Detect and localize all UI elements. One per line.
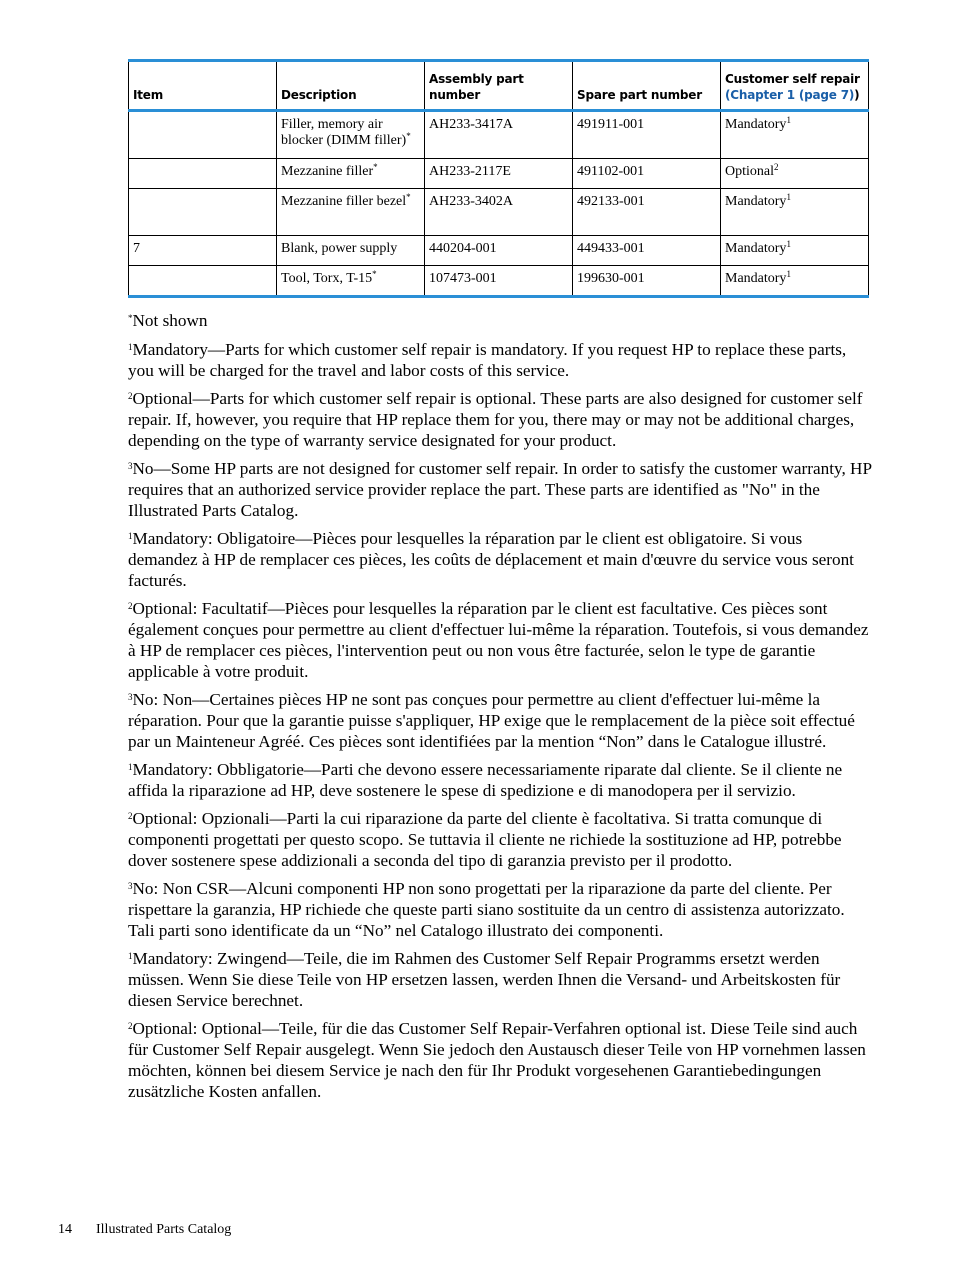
footnote-marker: 1 xyxy=(786,192,791,202)
footnote-marker: 2 xyxy=(774,162,779,172)
footnote-marker: 1 xyxy=(786,239,791,249)
header-spare-part-number: Spare part number xyxy=(573,61,721,111)
footnote-text: Mandatory: Zwingend—Teile, die im Rahmen des Customer Self Repair Programms ersetzt werden müssen. Wenn Sie diese Teile von HP ersetzen lassen, werden Ihnen die Versand- und Arbeitskosten für diesen Service berechnet. xyxy=(128,949,841,1010)
csr-text: Optional xyxy=(725,164,774,179)
cell-csr xyxy=(721,159,869,189)
footnote-marker: 2 xyxy=(128,811,133,821)
footnote-text: Mandatory: Obligatoire—Pièces pour lesquelles la réparation par le client est obligatoire. Si vous demandez à HP de remplacer ces pièces, les coûts de déplacement et main d'œuvre du service vous seront facturés. xyxy=(128,529,854,590)
description-text: Tool, Torx, T-15 xyxy=(281,271,373,286)
cell-assembly: 440204-001 xyxy=(425,236,573,266)
table-row xyxy=(129,111,869,159)
cell-csr xyxy=(721,189,869,236)
table-row xyxy=(129,159,869,189)
page-footer xyxy=(58,1222,231,1238)
cell-csr xyxy=(721,111,869,159)
csr-text: Mandatory xyxy=(725,117,787,132)
csr-text: Mandatory xyxy=(725,194,787,209)
footnote-marker: * xyxy=(406,131,411,141)
cell-item xyxy=(129,189,277,236)
cell-description xyxy=(277,189,425,236)
footnote-no-en xyxy=(128,458,873,521)
cell-item xyxy=(129,159,277,189)
footnote-text: Optional—Parts for which customer self repair is optional. These parts are also designed for customer self repair. If, however, you require that HP replace them for you, there may or may not be additional charges, depending on the type of warranty service designated for your product. xyxy=(128,389,863,450)
cell-spare: 491102-001 xyxy=(573,159,721,189)
footnote-marker: 1 xyxy=(128,762,133,772)
footnote-mandatory-de xyxy=(128,948,873,1011)
footnote-marker: 2 xyxy=(128,601,133,611)
chapter-link[interactable]: Chapter 1 (page 7) xyxy=(730,88,855,102)
csr-paren-open: ( xyxy=(725,88,731,102)
footnote-optional-en xyxy=(128,388,873,451)
footnote-text: No—Some HP parts are not designed for customer self repair. In order to satisfy the customer warranty, HP requires that an authorized service provider replace the part. These parts are identified as "No" in the Illustrated Parts Catalog. xyxy=(128,459,872,520)
cell-spare: 491911-001 xyxy=(573,111,721,159)
footnote-optional-it xyxy=(128,808,873,871)
footnote-no-it xyxy=(128,878,873,941)
footnote-optional-de xyxy=(128,1018,873,1102)
cell-csr xyxy=(721,266,869,297)
table-row xyxy=(129,236,869,266)
header-description: Description xyxy=(277,61,425,111)
table-row xyxy=(129,189,869,236)
footnote-marker: 3 xyxy=(128,692,133,702)
table-header-row xyxy=(129,61,869,111)
footnote-marker: 1 xyxy=(786,269,791,279)
footnote-marker: * xyxy=(128,313,133,323)
csr-text: Mandatory xyxy=(725,241,787,256)
footnote-marker: * xyxy=(373,162,378,172)
footnote-text: No: Non—Certaines pièces HP ne sont pas conçues pour permettre au client d'effectuer lui-même la réparation. Pour que la garantie puisse s'appliquer, HP exige que le remplacement de la pièce soit effectué par un Mainteneur Agréé. Ces pièces sont identifiées par la mention “Non” dans le Catalogue illustré. xyxy=(128,690,855,751)
footnote-marker: * xyxy=(406,192,411,202)
footnote-text: Optional: Optional—Teile, für die das Customer Self Repair-Verfahren optional ist. Diese Teile sind auch für Customer Self Repair ausgelegt. Wenn Sie jedoch den Austausch dieser Teile von HP vornehmen lassen möchten, können bei diesem Service je nach den für Ihr Produkt vorgesehenen Garantiebedingungen zusätzliche Kosten anfallen. xyxy=(128,1019,866,1101)
parts-table xyxy=(128,59,869,298)
footnote-mandatory-fr xyxy=(128,528,873,591)
cell-csr xyxy=(721,236,869,266)
cell-spare: 492133-001 xyxy=(573,189,721,236)
page-number: 14 xyxy=(58,1222,72,1237)
cell-assembly: AH233-3402A xyxy=(425,189,573,236)
footnote-text: Mandatory: Obbligatorie—Parti che devono essere necessariamente riparate dal cliente. Se il cliente ne affida la riparazione ad HP, deve sostenere le spese di spedizione e di manodopera per il servizio. xyxy=(128,760,843,800)
csr-header-text: Customer self repair xyxy=(725,72,860,86)
cell-description xyxy=(277,159,425,189)
footnote-optional-fr xyxy=(128,598,873,682)
cell-description xyxy=(277,111,425,159)
footnote-mandatory-it xyxy=(128,759,873,801)
footnote-marker: 2 xyxy=(128,391,133,401)
footnotes xyxy=(128,310,873,1109)
cell-spare: 199630-001 xyxy=(573,266,721,297)
footnote-not-shown xyxy=(128,310,873,331)
cell-item xyxy=(129,266,277,297)
description-text: Mezzanine filler xyxy=(281,164,374,179)
footnote-marker: 3 xyxy=(128,461,133,471)
header-item: Item xyxy=(129,61,277,111)
csr-paren-close: ) xyxy=(854,88,860,102)
footnote-marker: * xyxy=(372,269,377,279)
footnote-marker: 1 xyxy=(786,115,791,125)
header-customer-self-repair xyxy=(721,61,869,111)
footer-title: Illustrated Parts Catalog xyxy=(96,1222,232,1237)
description-text: Filler, memory air blocker (DIMM filler) xyxy=(281,117,407,148)
footnote-marker: 1 xyxy=(128,951,133,961)
footnote-text: No: Non CSR—Alcuni componenti HP non sono progettati per la riparazione da parte del cliente. Per rispettare la garanzia, HP richiede che queste parti siano sostituite da un centro di assistenza autorizzato. Tali parti sono identificate da un “No” nel Catalogo illustrato dei componenti. xyxy=(128,879,845,940)
cell-spare: 449433-001 xyxy=(573,236,721,266)
cell-description xyxy=(277,266,425,297)
footnote-text: Optional: Facultatif—Pièces pour lesquelles la réparation par le client est facultative. Ces pièces sont également conçues pour permettre au client d'effectuer lui-même la réparation. Toutefois, si vous demandez à HP de remplacer ces pièces, l'intervention peut ou non vous être facturée, selon le type de garantie applicable à votre produit. xyxy=(128,599,869,681)
table-row xyxy=(129,266,869,297)
footnote-text: Optional: Opzionali—Parti la cui riparazione da parte del cliente è facoltativa. Si tratta comunque di componenti progettati per questo scopo. Se tuttavia il cliente ne richiede la sostituzione ad HP, potrebbe dover sostenere spese addizionali a seconda del tipo di garanzia previsto per il prodotto. xyxy=(128,809,842,870)
footnote-mandatory-en xyxy=(128,339,873,381)
footnote-text: Mandatory—Parts for which customer self repair is mandatory. If you request HP to replace these parts, you will be charged for the travel and labor costs of this service. xyxy=(128,340,847,380)
header-assembly-part-number: Assembly part number xyxy=(425,61,573,111)
footnote-no-fr xyxy=(128,689,873,752)
footnote-marker: 1 xyxy=(128,531,133,541)
cell-assembly: 107473-001 xyxy=(425,266,573,297)
cell-item xyxy=(129,111,277,159)
footnote-marker: 3 xyxy=(128,881,133,891)
footnote-marker: 1 xyxy=(128,342,133,352)
csr-text: Mandatory xyxy=(725,271,787,286)
footnote-text: Not shown xyxy=(132,311,208,330)
cell-assembly: AH233-3417A xyxy=(425,111,573,159)
footnote-marker: 2 xyxy=(128,1021,133,1031)
description-text: Mezzanine filler bezel xyxy=(281,194,407,209)
cell-item: 7 xyxy=(129,236,277,266)
cell-description xyxy=(277,236,425,266)
cell-assembly: AH233-2117E xyxy=(425,159,573,189)
description-text: Blank, power supply xyxy=(281,241,398,256)
